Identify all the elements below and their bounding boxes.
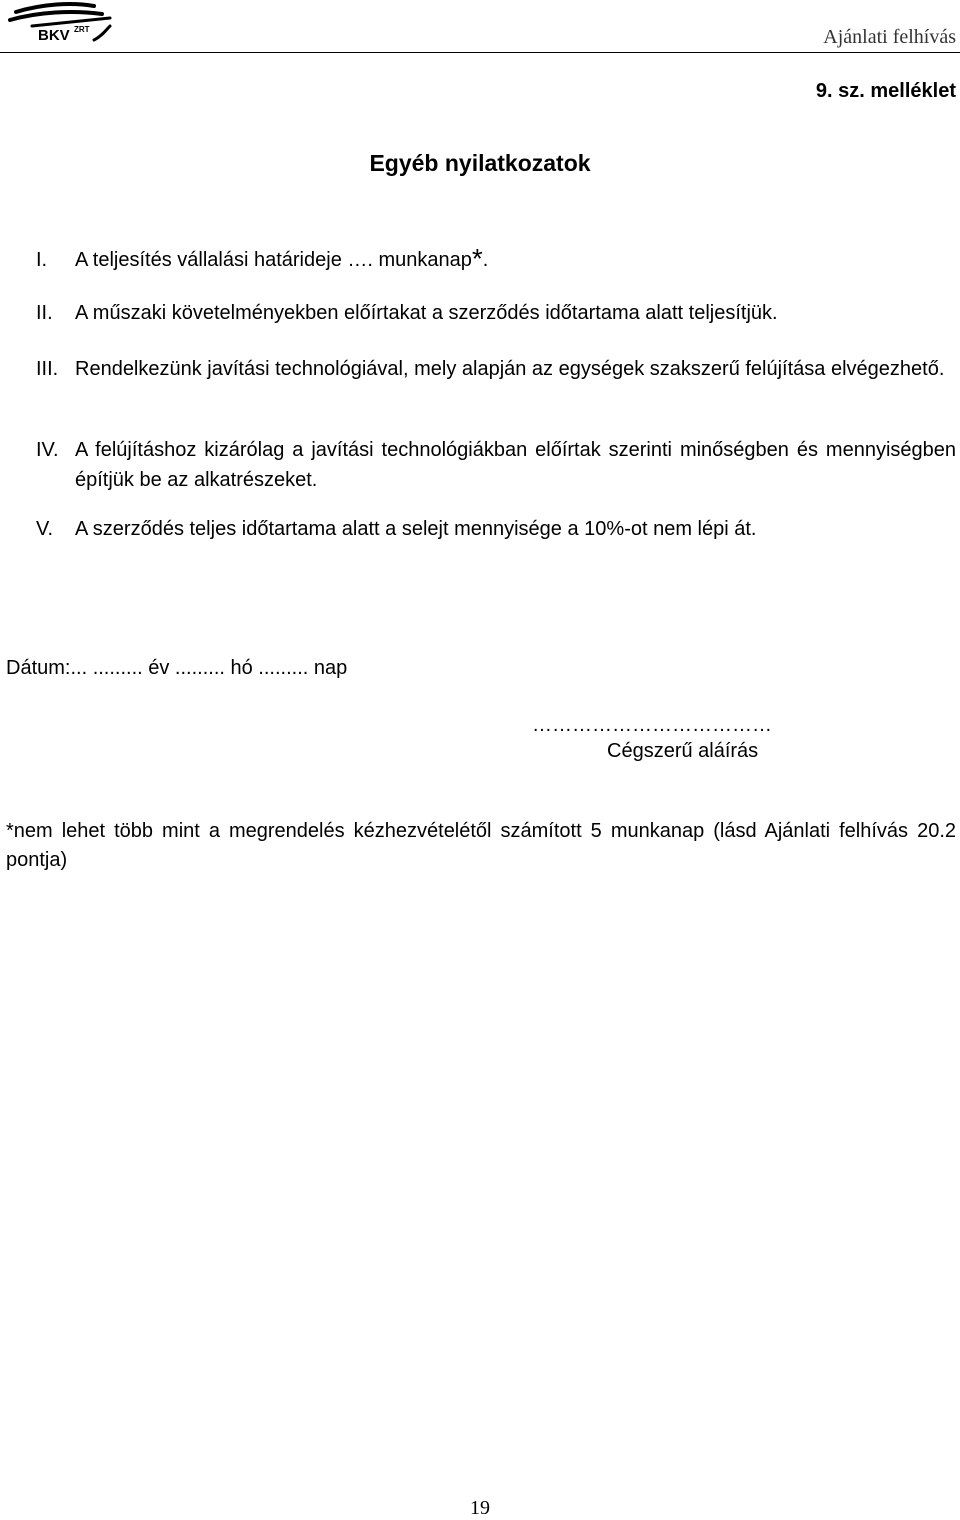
page-number: 19 [470, 1497, 490, 1519]
bkv-logo [2, 0, 122, 46]
date-line: Dátum:... ......... év ......... hó ......... nap [6, 657, 348, 679]
statement-number: I. [36, 249, 48, 271]
statement-text: A műszaki követelményekben előírtakat a szerződés időtartama alatt teljesítjük. [75, 302, 778, 324]
signature-line: ……………………………… [532, 714, 772, 736]
annex-label: 9. sz. melléklet [815, 80, 956, 102]
svg-text:BKV: BKV [38, 27, 70, 44]
statement-text: A teljesítés vállalási határideje …. munkanap*. [75, 243, 489, 274]
footnote-marker: * [471, 243, 483, 274]
signature-label: Cégszerű aláírás [607, 740, 759, 762]
statement-item [36, 514, 956, 544]
statement-number: V. [36, 518, 54, 540]
footnote: *nem lehet több mint a megrendelés kézhezvételétől számított 5 munkanap (lásd Ajánlati felhívás 20.2 pontja) [6, 820, 956, 871]
statement-text: A szerződés teljes időtartama alatt a selejt mennyisége a 10%-ot nem lépi át. [75, 518, 757, 540]
statement-number: IV. [36, 439, 59, 461]
statement-item [36, 245, 956, 275]
statement-item [36, 354, 956, 384]
statement-text: Rendelkezünk javítási technológiával, mely alapján az egységek szakszerű felújítása elvégezhető. [75, 358, 945, 380]
statement-text: A felújításhoz kizárólag a javítási technológiákban előírtak szerinti minőségben és mennyiségben építjük be az alkatrészeket. [75, 439, 956, 491]
statement-item [36, 298, 956, 328]
statement-item [36, 435, 956, 495]
header-divider [0, 52, 960, 53]
header-document-type: Ajánlati felhívás [823, 26, 956, 48]
page-title: Egyéb nyilatkozatok [369, 150, 591, 176]
statement-number: II. [36, 302, 53, 324]
statement-number: III. [36, 358, 59, 380]
svg-text:ZRT: ZRT [74, 25, 90, 34]
